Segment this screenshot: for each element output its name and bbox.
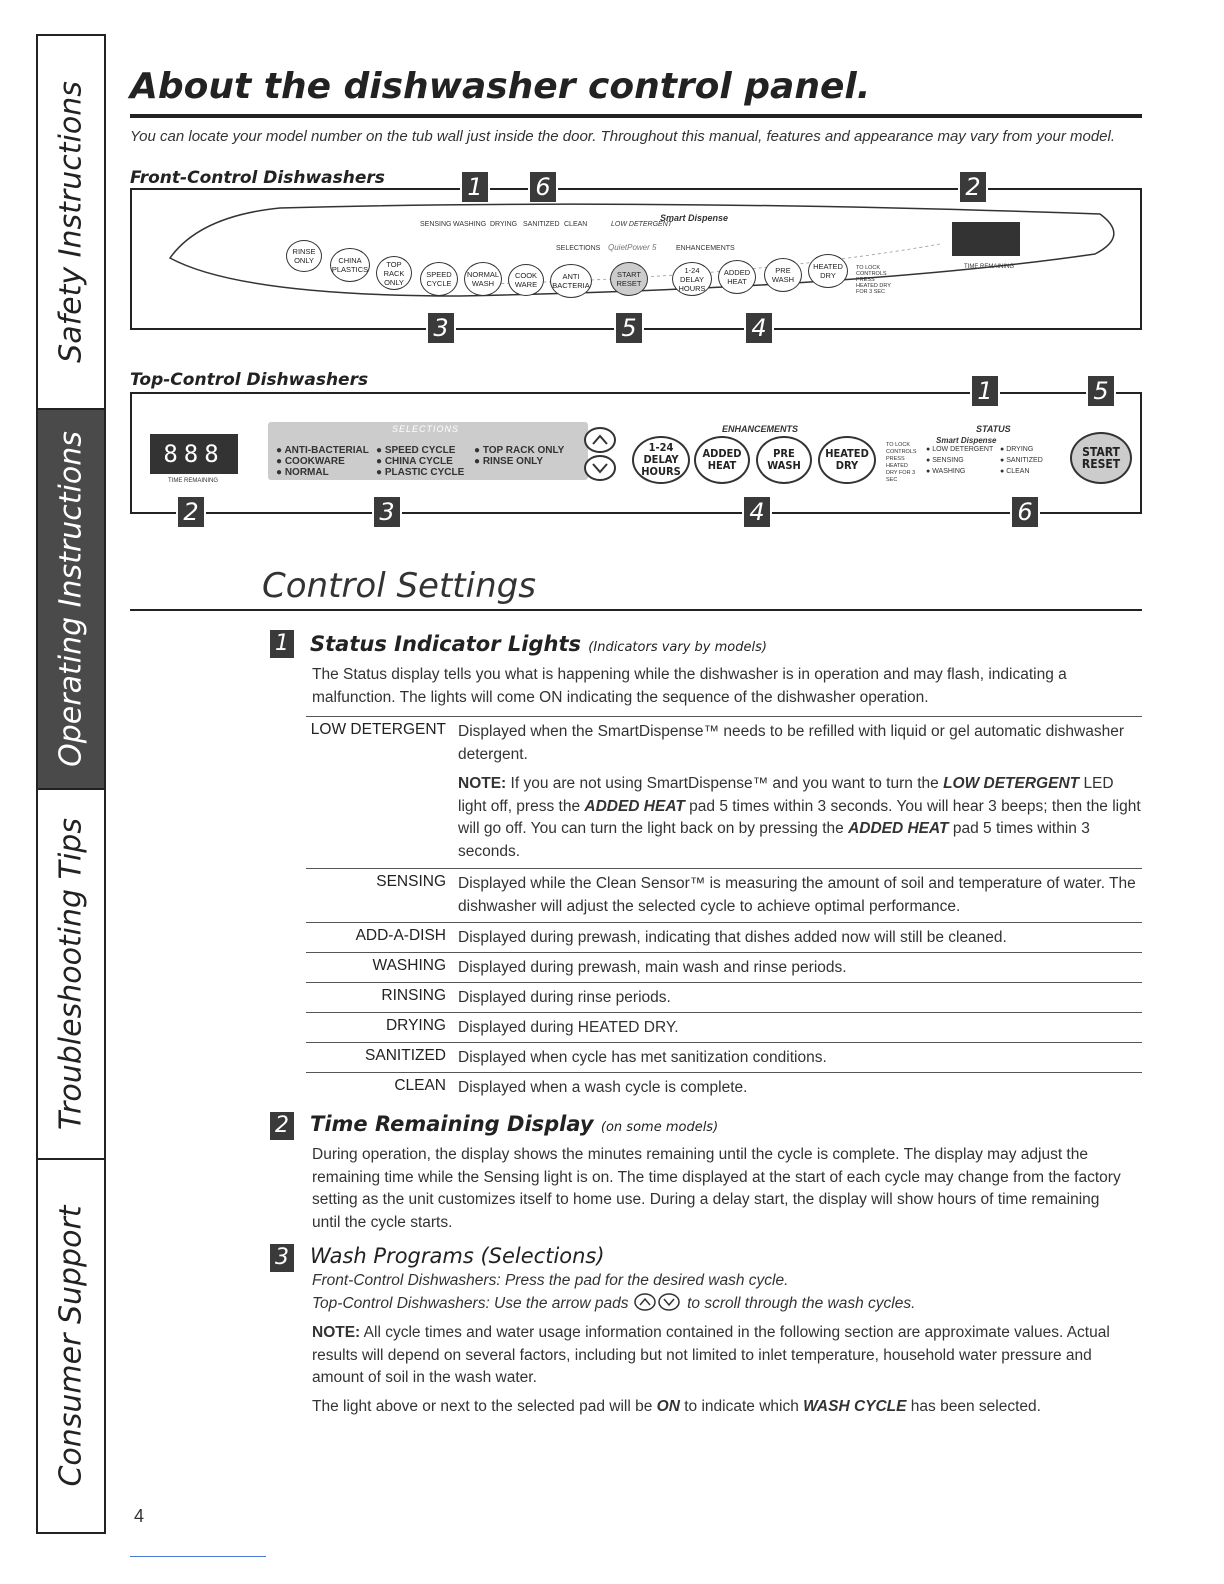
tab-label: Troubleshooting Tips [53, 818, 89, 1130]
divider [988, 188, 1142, 190]
page-number: 4 [134, 1506, 145, 1526]
section-2-body: During operation, the display shows the minutes remaining until the cycle is complete. The display may adjust the remaining time while the Sensing light is on. The time displayed at the start of each cycle may change from the factory setting as the unit customizes itself to home use. During a delay start, the display will show hours of time remaining until the cycle starts. [312, 1146, 1121, 1231]
section-3-line1: Front-Control Dishwashers: Press the pad for the desired wash cycle. [312, 1272, 789, 1289]
note-text: LED light off, press the [458, 775, 1114, 815]
def-term: SANITIZED [365, 1047, 446, 1064]
divider [558, 188, 958, 190]
status-sanitized: ● SANITIZED [1000, 457, 1043, 464]
callout-2: 2 [178, 497, 204, 527]
start-reset-button[interactable]: START RESET [1070, 432, 1132, 484]
delay-hours-pad[interactable]: 1-24 DELAY HOURS [632, 436, 690, 484]
status-sanitized: SANITIZED [523, 221, 560, 228]
sel-cookware: ● COOKWARE [276, 456, 345, 467]
title-text: Time Remaining Display [310, 1112, 594, 1136]
status-washing: ● WASHING [926, 468, 966, 475]
smart-dispense-label: Smart Dispense [660, 213, 729, 223]
status-low-detergent: ● LOW DETERGENT [926, 446, 994, 453]
control-settings-heading: Control Settings [262, 566, 536, 606]
selections-label: SELECTIONS [556, 245, 601, 252]
sel-normal: ● NORMAL [276, 467, 329, 478]
sel-plastic-cycle: ● PLASTIC CYCLE [376, 467, 465, 478]
sel-label: SPEED CYCLE [384, 445, 456, 456]
section-2-title [310, 1112, 718, 1136]
definition-row [306, 1042, 1142, 1071]
sel-label: RINSE ONLY [482, 456, 544, 467]
section-1-number: 1 [270, 630, 294, 658]
added-heat-pad[interactable]: ADDED HEAT [694, 436, 750, 484]
divider [130, 188, 132, 328]
intro-text: You can locate your model number on the tub wall just inside the door. Throughout this manual, features and appearance may vary from your model. [130, 128, 1115, 145]
def-desc: Displayed during prewash, main wash and rinse periods. [458, 959, 847, 976]
sel-speed-cycle: ● SPEED CYCLE [376, 445, 456, 456]
smart-dispense-label: Smart Dispense [936, 436, 997, 445]
tab-label: Consumer Support [53, 1205, 89, 1487]
line-text: has been selected. [910, 1398, 1041, 1415]
def-term: LOW DETERGENT [310, 721, 446, 738]
line-text: WASH CYCLE [803, 1398, 907, 1415]
status-text: LOW DETERGENT [932, 446, 994, 453]
divider [456, 328, 614, 330]
callout-5: 5 [616, 313, 642, 343]
time-remaining-label: TIME REMAINING [964, 264, 1015, 270]
sel-label: CHINA CYCLE [384, 456, 453, 467]
definition-row [306, 982, 1142, 1011]
callout-3: 3 [428, 313, 454, 343]
status-text: SENSING [932, 457, 964, 464]
status-text: SANITIZED [1006, 457, 1043, 464]
definition-row [306, 868, 1142, 921]
divider [206, 512, 372, 514]
status-drying: ● DRYING [1000, 446, 1034, 453]
side-navigation [36, 34, 106, 1534]
def-term: WASHING [372, 957, 446, 974]
status-label: STATUS [976, 424, 1011, 434]
time-display: 888 [150, 434, 238, 474]
def-term: CLEAN [394, 1077, 446, 1094]
arrow-pads-icon [633, 1293, 683, 1311]
title-rule [130, 114, 1142, 118]
definition-row [306, 952, 1142, 981]
status-text: CLEAN [1006, 468, 1030, 475]
def-desc: Displayed during prewash, indicating that dishes added now will still be cleaned. [458, 929, 1007, 946]
callout-1: 1 [462, 172, 488, 202]
line-text: ON [656, 1398, 680, 1415]
divider [490, 188, 528, 190]
divider [1040, 512, 1142, 514]
enhancements-label: ENHANCEMENTS [722, 424, 799, 434]
enhancements-label: ENHANCEMENTS [676, 245, 735, 252]
time-remaining-label: TIME REMAINING [168, 478, 219, 484]
pre-wash-pad[interactable]: PRE WASH [756, 436, 812, 484]
divider [774, 328, 1142, 330]
up-arrow-icon[interactable] [585, 428, 615, 452]
top-control-label: Top-Control Dishwashers [130, 370, 369, 390]
definition-row [306, 1012, 1142, 1041]
sel-label: ANTI-BACTERIAL [284, 445, 369, 456]
line-text: to scroll through the wash cycles. [687, 1295, 916, 1312]
note-text: If you are not using SmartDispense™ and you want to turn the [510, 775, 939, 792]
low-detergent-note [458, 773, 1142, 863]
status-clean: CLEAN [564, 221, 588, 228]
note-text: All cycle times and water usage information contained in the following section are approximate values. Actual results will depend on several factors, including but not limited to inlet temperature, household water pressure and amount of soil in the wash water. [312, 1324, 1110, 1386]
line-text: to indicate which [684, 1398, 799, 1415]
def-desc: Displayed during HEATED DRY. [458, 1019, 679, 1036]
def-desc: Displayed when a wash cycle is complete. [458, 1079, 748, 1096]
selections-label: SELECTIONS [392, 424, 460, 434]
rinse-only-pad[interactable]: RINSE ONLY [286, 240, 322, 272]
definition-row [306, 922, 1142, 951]
line-text: The light above or next to the selected pad will be [312, 1398, 653, 1415]
divider [644, 328, 744, 330]
divider [772, 512, 1010, 514]
sel-rinse-only: ● RINSE ONLY [474, 456, 544, 467]
sel-label: COOKWARE [284, 456, 345, 467]
cookware-pad[interactable]: COOK WARE [508, 264, 544, 296]
sel-label: PLASTIC CYCLE [384, 467, 465, 478]
section-3-last [312, 1396, 1128, 1419]
divider [1000, 392, 1086, 394]
def-desc: Displayed during rinse periods. [458, 989, 671, 1006]
divider [130, 392, 970, 394]
divider [1116, 392, 1142, 394]
status-sensing: SENSING [420, 221, 452, 228]
divider [130, 512, 176, 514]
section-3-note [312, 1322, 1112, 1390]
divider [130, 609, 1142, 611]
start-reset-pad[interactable]: START RESET [610, 262, 648, 296]
tab-safety-instructions[interactable] [38, 36, 104, 410]
heated-dry-pad[interactable]: HEATED DRY [808, 254, 848, 288]
added-heat-pad[interactable]: ADDED HEAT [718, 260, 756, 294]
callout-4: 4 [746, 313, 772, 343]
heated-dry-pad[interactable]: HEATED DRY [818, 436, 876, 484]
note-text: ADDED HEAT [848, 820, 949, 837]
line-text: Top-Control Dishwashers: Use the arrow pads [312, 1295, 629, 1312]
def-desc: Displayed while the Clean Sensor™ is measuring the amount of soil and temperature of water. The dishwasher will adjust the selected cycle to achieve optimal performance. [458, 875, 1136, 915]
section-1-body: The Status display tells you what is happening while the dishwasher is in operation and may flash, indicating a malfunction. The lights will come ON indicating the sequence of the dishwasher operation. [312, 666, 1067, 706]
lock-instructions: TO LOCK CONTROLS PRESS HEATED DRY FOR 3 SEC [856, 265, 891, 295]
tab-consumer-support[interactable] [38, 1160, 104, 1532]
def-term: DRYING [385, 1017, 446, 1034]
tab-label: Operating Instructions [53, 431, 89, 767]
divider [130, 328, 426, 330]
tab-operating-instructions[interactable] [38, 410, 104, 790]
tab-label: Safety Instructions [53, 81, 89, 363]
status-sensing: ● SENSING [926, 457, 964, 464]
pre-wash-pad[interactable]: PRE WASH [764, 258, 802, 292]
callout-2: 2 [960, 172, 986, 202]
note-label: NOTE: [312, 1324, 361, 1341]
divider [130, 392, 132, 512]
callout-4: 4 [744, 497, 770, 527]
divider [1140, 188, 1142, 328]
callout-6: 6 [1012, 497, 1038, 527]
definition-row [306, 1072, 1142, 1101]
down-arrow-icon[interactable] [585, 456, 615, 480]
callout-5: 5 [1088, 376, 1114, 406]
status-washing: WASHING [453, 221, 487, 228]
tab-troubleshooting-tips[interactable] [38, 790, 104, 1160]
section-3-number: 3 [270, 1244, 294, 1272]
title-text: Status Indicator Lights [310, 632, 581, 656]
note-text: pad 5 times within 3 seconds. You will hear 3 beeps; then the light will go off. You can turn the light back on by pressing the [458, 797, 1141, 837]
page-title: About the dishwasher control panel. [130, 66, 871, 107]
arrow-pads [582, 426, 622, 484]
sel-top-rack-only: ● TOP RACK ONLY [474, 445, 565, 456]
status-drying: DRYING [490, 221, 518, 228]
delay-hours-pad[interactable]: 1-24 DELAY HOURS [672, 262, 712, 296]
note-text: pad 5 times within 3 seconds. [458, 820, 1090, 860]
section-2-number: 2 [270, 1112, 294, 1140]
section-3-title: Wash Programs (Selections) [310, 1244, 605, 1268]
def-term: ADD-A-DISH [355, 927, 446, 944]
top-rack-only-pad[interactable]: TOP RACK ONLY [376, 256, 412, 290]
status-text: DRYING [1006, 446, 1034, 453]
def-term: SENSING [376, 873, 446, 890]
china-plastics-pad[interactable]: CHINA PLASTICS [330, 248, 370, 282]
divider [402, 512, 742, 514]
sel-label: NORMAL [284, 467, 329, 478]
def-desc: Displayed when the SmartDispense™ needs to be refilled with liquid or gel automatic dishwasher detergent. [458, 723, 1124, 763]
section-3-line2 [312, 1293, 1128, 1316]
callout-3: 3 [374, 497, 400, 527]
status-clean: ● CLEAN [1000, 468, 1030, 475]
footer-rule [130, 1556, 266, 1557]
status-low-detergent: LOW DETERGENT [611, 221, 673, 228]
anti-bacteria-pad[interactable]: ANTI BACTERIA [550, 264, 592, 298]
time-remaining-display [952, 222, 1020, 256]
note-text: ADDED HEAT [584, 797, 685, 815]
sel-anti-bacterial: ● ANTI-BACTERIAL [276, 445, 369, 456]
sel-label: TOP RACK ONLY [482, 445, 565, 456]
divider [1140, 392, 1142, 512]
def-term: RINSING [381, 987, 446, 1004]
subtitle-text: (on some models) [600, 1120, 719, 1135]
lock-instructions: TO LOCK CONTROLS PRESS HEATED DRY FOR 3 SEC [886, 442, 917, 483]
note-label: NOTE: [458, 775, 507, 792]
front-control-label: Front-Control Dishwashers [130, 168, 385, 188]
status-text: WASHING [932, 468, 966, 475]
def-desc: Displayed when cycle has met sanitization conditions. [458, 1049, 827, 1066]
callout-1: 1 [972, 376, 998, 406]
callout-6: 6 [530, 172, 556, 202]
note-text: LOW DETERGENT [943, 775, 1080, 792]
subtitle-text: (Indicators vary by models) [588, 640, 767, 655]
normal-wash-pad[interactable]: NORMAL WASH [464, 262, 502, 296]
sel-china-cycle: ● CHINA CYCLE [376, 456, 453, 467]
section-1-title [310, 632, 767, 656]
speed-cycle-pad[interactable]: SPEED CYCLE [420, 262, 458, 296]
divider [130, 188, 460, 190]
definition-row [306, 716, 1142, 867]
quietpower-label: QuietPower 5 [608, 243, 657, 252]
